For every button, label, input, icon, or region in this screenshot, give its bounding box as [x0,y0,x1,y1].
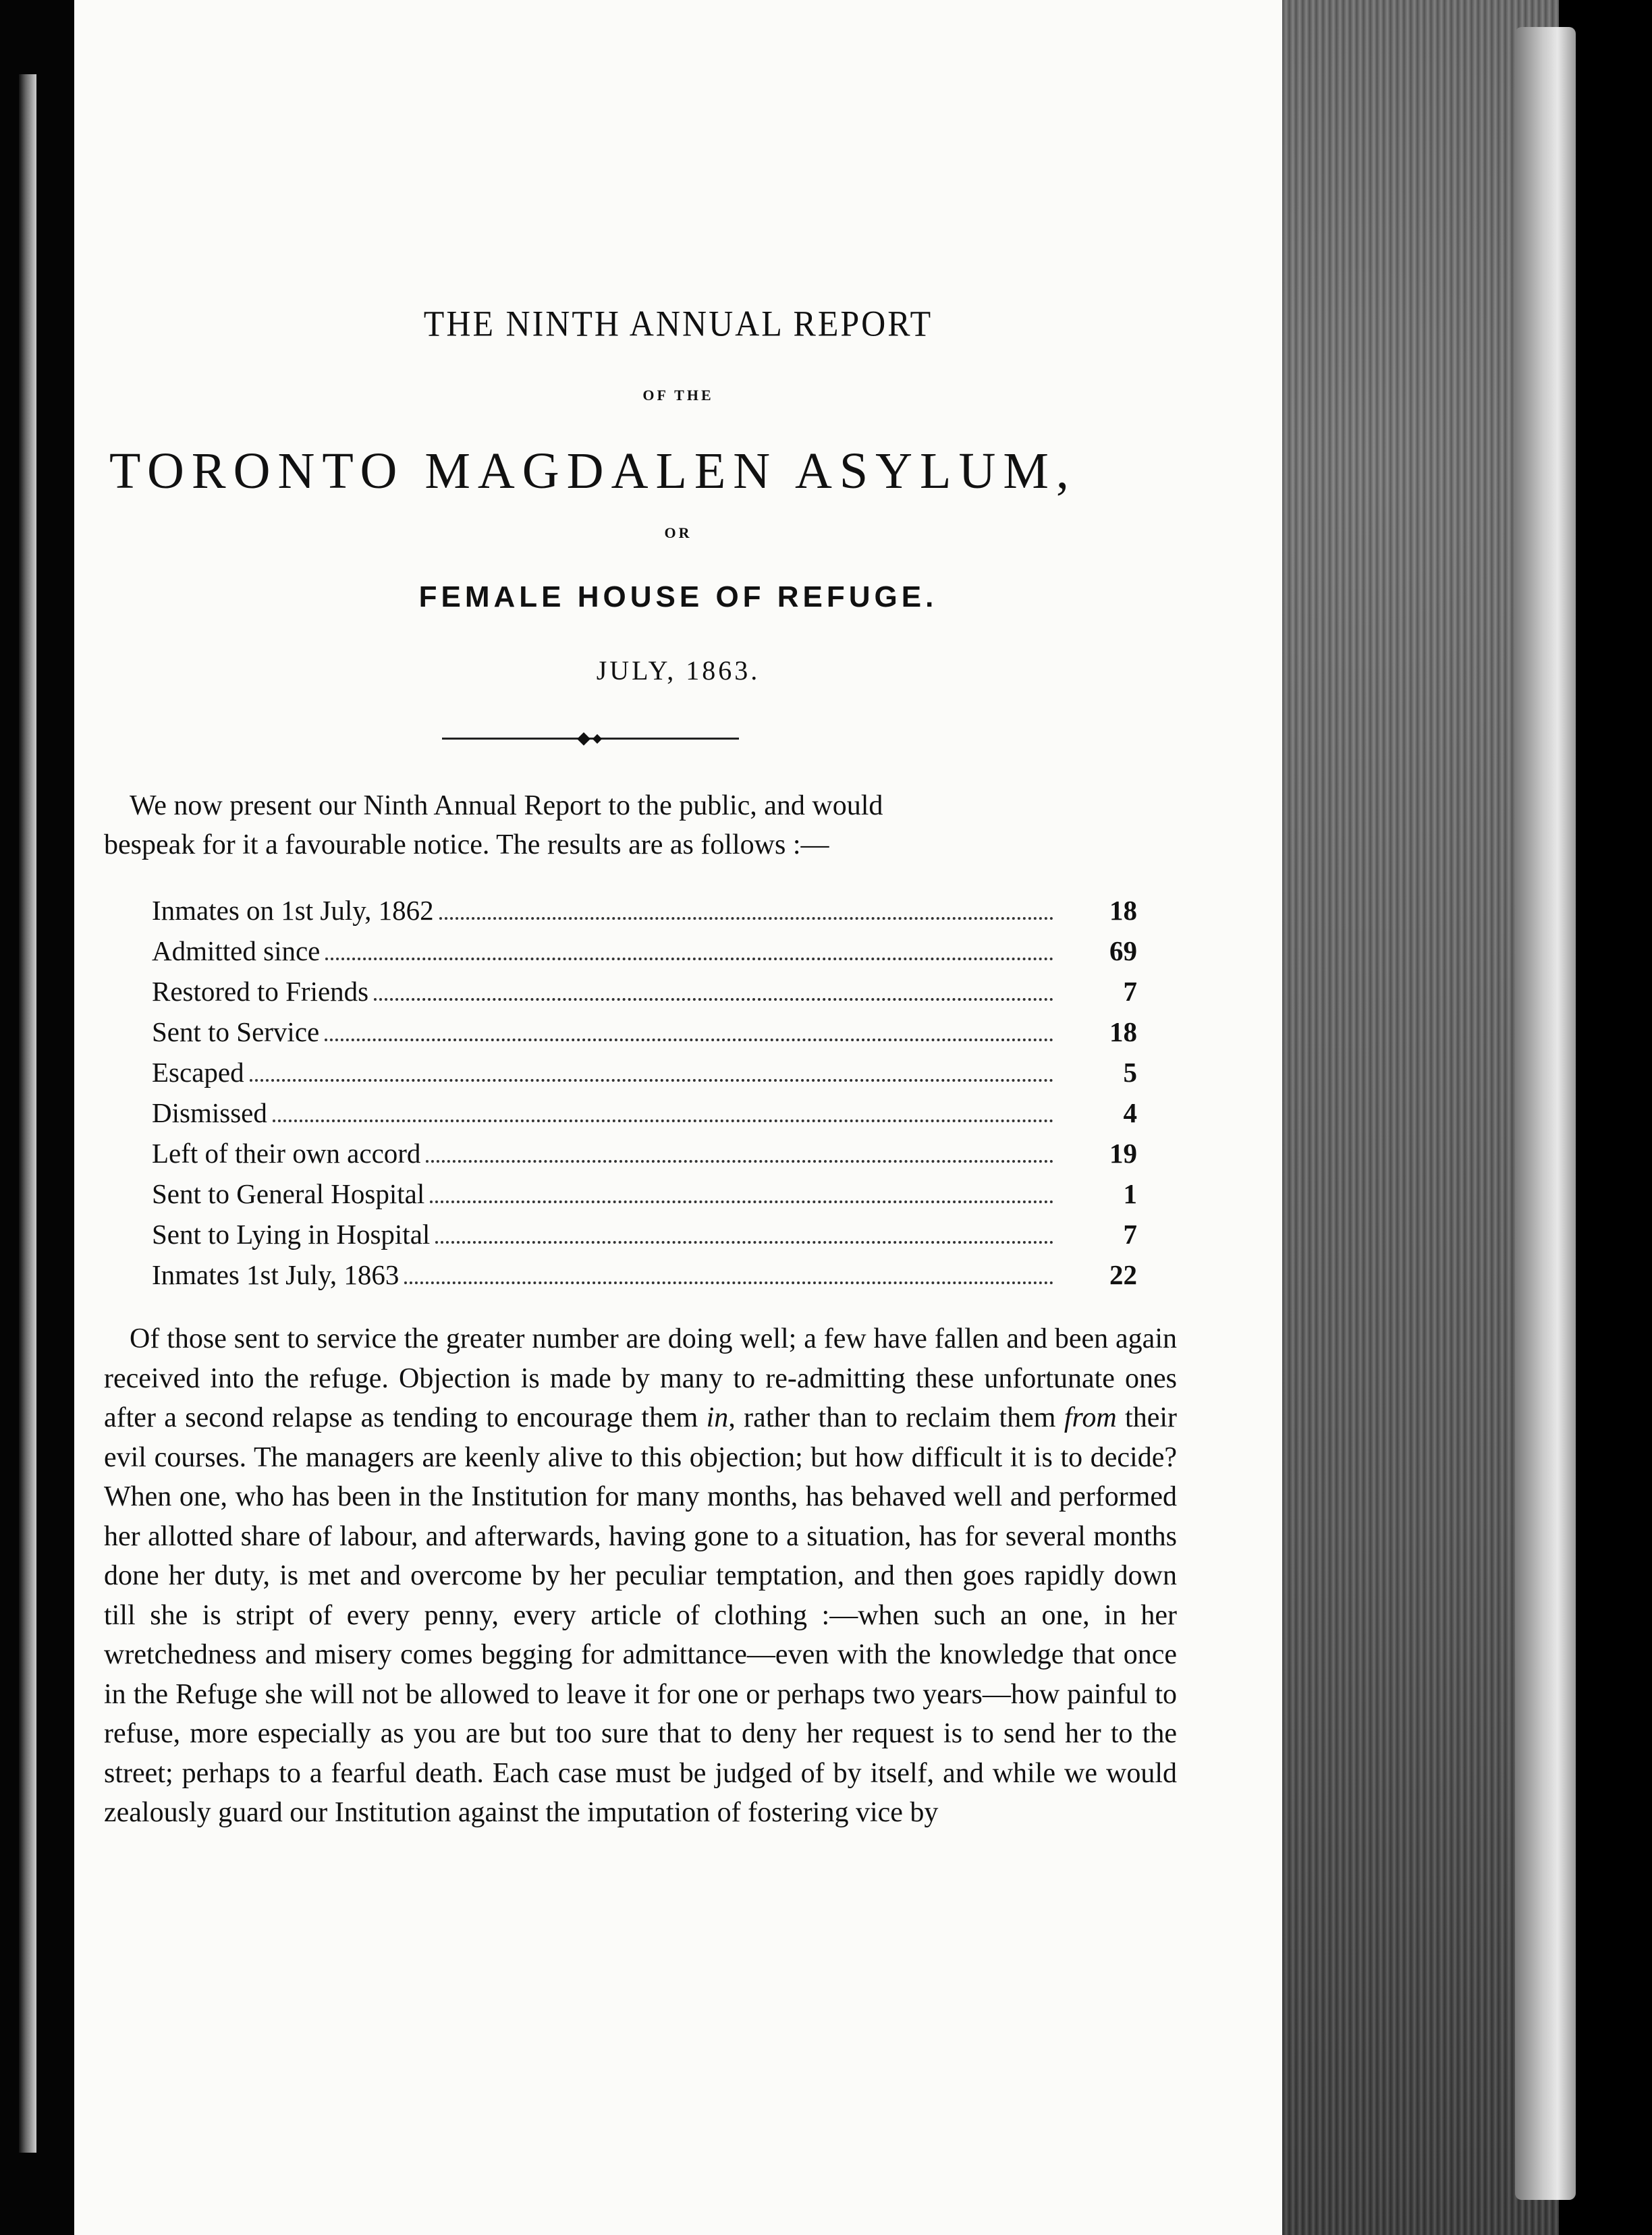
leader-dots [404,1281,1053,1284]
results-value: 5 [1123,1057,1137,1088]
results-row [152,1218,1137,1259]
results-label: Sent to Service [152,1016,320,1047]
leader-dots [426,1159,1053,1163]
rule-ornament [593,734,602,744]
leader-dots [374,997,1053,1001]
body-text-part: Of those sent to service the greater number are doing well; a few have fallen and been again received into the refuge. Objection is made by many to re-admitting these unfortunate ones after a second relapse as tending to encourage them [104,1323,1177,1433]
results-label: Dismissed [152,1097,267,1128]
leader-dots [439,916,1053,920]
leader-dots [435,1240,1053,1244]
body-text-part: , rather than to reclaim them [728,1402,1064,1433]
results-row [152,935,1137,975]
leader-dots [273,1119,1053,1122]
results-row [152,1097,1137,1137]
body-paragraph [104,1319,1177,1833]
results-row [152,1016,1137,1056]
results-row [152,1259,1137,1299]
body-emphasis: from [1064,1402,1117,1433]
report-of-the: OF THE [642,387,714,404]
institution-name: TORONTO MAGDALEN ASYLUM, [109,443,1076,499]
institution-subtitle: FEMALE HOUSE OF REFUGE. [418,580,938,613]
results-label: Admitted since [152,935,321,966]
results-value: 18 [1109,1016,1137,1047]
results-value: 69 [1109,935,1137,966]
right-background [1576,0,1652,2235]
previous-page-edge [19,74,36,2153]
results-label: Restored to Friends [152,976,369,1007]
results-value: 22 [1109,1259,1137,1290]
results-value: 1 [1123,1178,1137,1209]
results-label: Inmates on 1st July, 1862 [152,895,434,926]
report-page [74,0,1282,2235]
results-value: 19 [1109,1138,1137,1169]
results-value: 7 [1123,1219,1137,1250]
report-date: JULY, 1863. [596,655,761,686]
leader-dots [325,1038,1053,1041]
left-gutter [0,0,74,2235]
intro-line: We now present our Ninth Annual Report to the public, and would [130,790,883,821]
results-value: 18 [1109,895,1137,926]
results-value: 7 [1123,976,1137,1007]
body-text-part: their evil courses. The managers are keenly alive to this objection; but how difficult it is to decide? When one, who has been in the Institution for many months, has behaved well and performed her allotted share of labour, and afterwards, having gone to a situation, has for several months done her duty, is met and overcome by her peculiar temptation, and then goes rapidly down till she is stript of every penny, every article of clothing :—when such an one, in her wretchedness and misery comes begging for admittance—even with the knowledge that once in the Refuge she will not be allowed to leave it for one or perhaps two years—how painful to refuse, more especially as you are but too sure that to deny her request is to send her to the street; perhaps to a fearful death. Each case must be judged of by itself, and while we would zealously guard our Institution against the imputation of fostering vice by [104,1402,1177,1828]
results-row [152,1056,1137,1097]
book-cover-edge [1515,27,1576,2200]
report-title: THE NINTH ANNUAL REPORT [423,302,933,344]
results-value: 4 [1123,1097,1137,1128]
leader-dots [430,1200,1053,1203]
results-label: Left of their own accord [152,1138,421,1169]
leader-dots [325,957,1053,960]
results-label: Sent to General Hospital [152,1178,425,1209]
intro-line: bespeak for it a favourable notice. The results are as follows :— [104,829,829,860]
body-emphasis: in [706,1402,729,1433]
results-label: Sent to Lying in Hospital [152,1219,431,1250]
results-label: Inmates 1st July, 1863 [152,1259,400,1290]
results-row [152,894,1137,935]
rule-ornament [577,732,590,746]
results-row [152,975,1137,1016]
results-row [152,1178,1137,1218]
body-text [104,1319,1177,1833]
results-label: Escaped [152,1057,244,1088]
leader-dots [250,1078,1053,1082]
results-table [152,894,1137,1299]
report-or: OR [664,524,692,541]
results-row [152,1137,1137,1178]
intro-paragraph [104,786,1177,864]
